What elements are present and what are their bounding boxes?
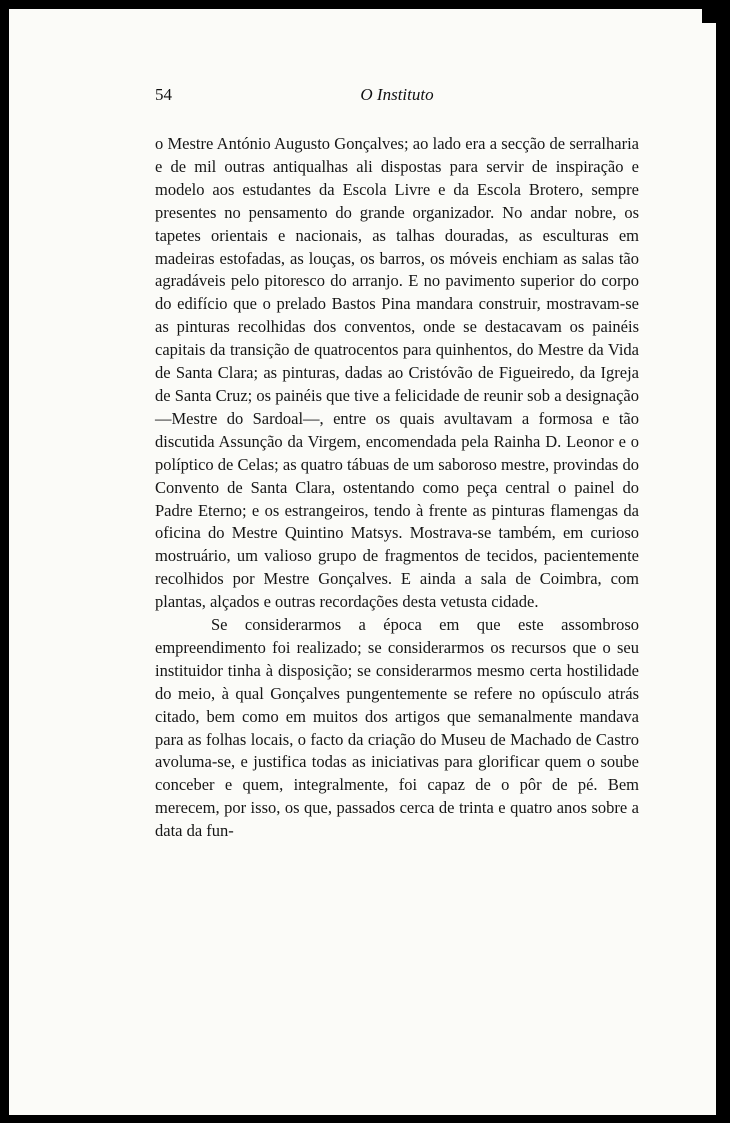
scan-border-mark: [702, 9, 716, 23]
scanned-page: [9, 9, 716, 1115]
body-text: [155, 133, 639, 843]
paragraph-2: Se considerarmos a época em que este assombroso empreendimento foi realizado; se considerarmos os recursos que o seu instituidor tinha à disposição; se considerarmos mesmo certa hostilidade do meio, à qual Gonçalves pungentemente se refere no opúsculo atrás citado, bem como em muitos dos artigos que semanalmente mandava para as folhas locais, o facto da criação do Museu de Machado de Castro avoluma-se, e justifica todas as iniciativas para glorificar quem o soube conceber e quem, integralmente, foi capaz de o pôr de pé. Bem merecem, por isso, os que, passados cerca de trinta e quatro anos sobre a data da fun-: [155, 615, 639, 841]
running-head: O Instituto: [360, 85, 434, 104]
paragraph-1: o Mestre António Augusto Gonçalves; ao lado era a secção de serralharia e de mil outras antiqualhas ali dispostas para servir de inspiração e modelo aos estudantes da Escola Livre e da Escola Brotero, sempre presentes no pensamento do grande organizador. No andar nobre, os tapetes orientais e nacionais, as talhas douradas, as esculturas em madeiras estofadas, as louças, os barros, os móveis enchiam as salas tão agradáveis pelo pitoresco do arranjo. E no pavimento superior do corpo do edifício que o prelado Bastos Pina mandara construir, mostravam-se as pinturas recolhidas dos conventos, onde se destacavam os painéis capitais da transição de quatrocentos para quinhentos, do Mestre da Vida de Santa Clara; as pinturas, dadas ao Cristóvão de Figueiredo, da Igreja de Santa Cruz; os painéis que tive a felicidade de reunir sob a designação—Mestre do Sardoal—, entre os quais avultavam a formosa e tão discutida Assunção da Virgem, encomendada pela Rainha D. Leonor e o políptico de Celas; as quatro tábuas de um saboroso mestre, provindas do Convento de Santa Clara, ostentando como peça central o painel do Padre Eterno; e os estrangeiros, tendo à frente as pinturas flamengas da oficina do Mestre Quintino Matsys. Mostrava-se também, em curioso mostruário, um valioso grupo de fragmentos de tecidos, pacientemente recolhidos por Mestre Gonçalves. E ainda a sala de Coimbra, com plantas, alçados e outras recordações desta vetusta cidade.: [155, 134, 639, 612]
page-header: [155, 85, 639, 109]
page-number: 54: [155, 85, 172, 104]
